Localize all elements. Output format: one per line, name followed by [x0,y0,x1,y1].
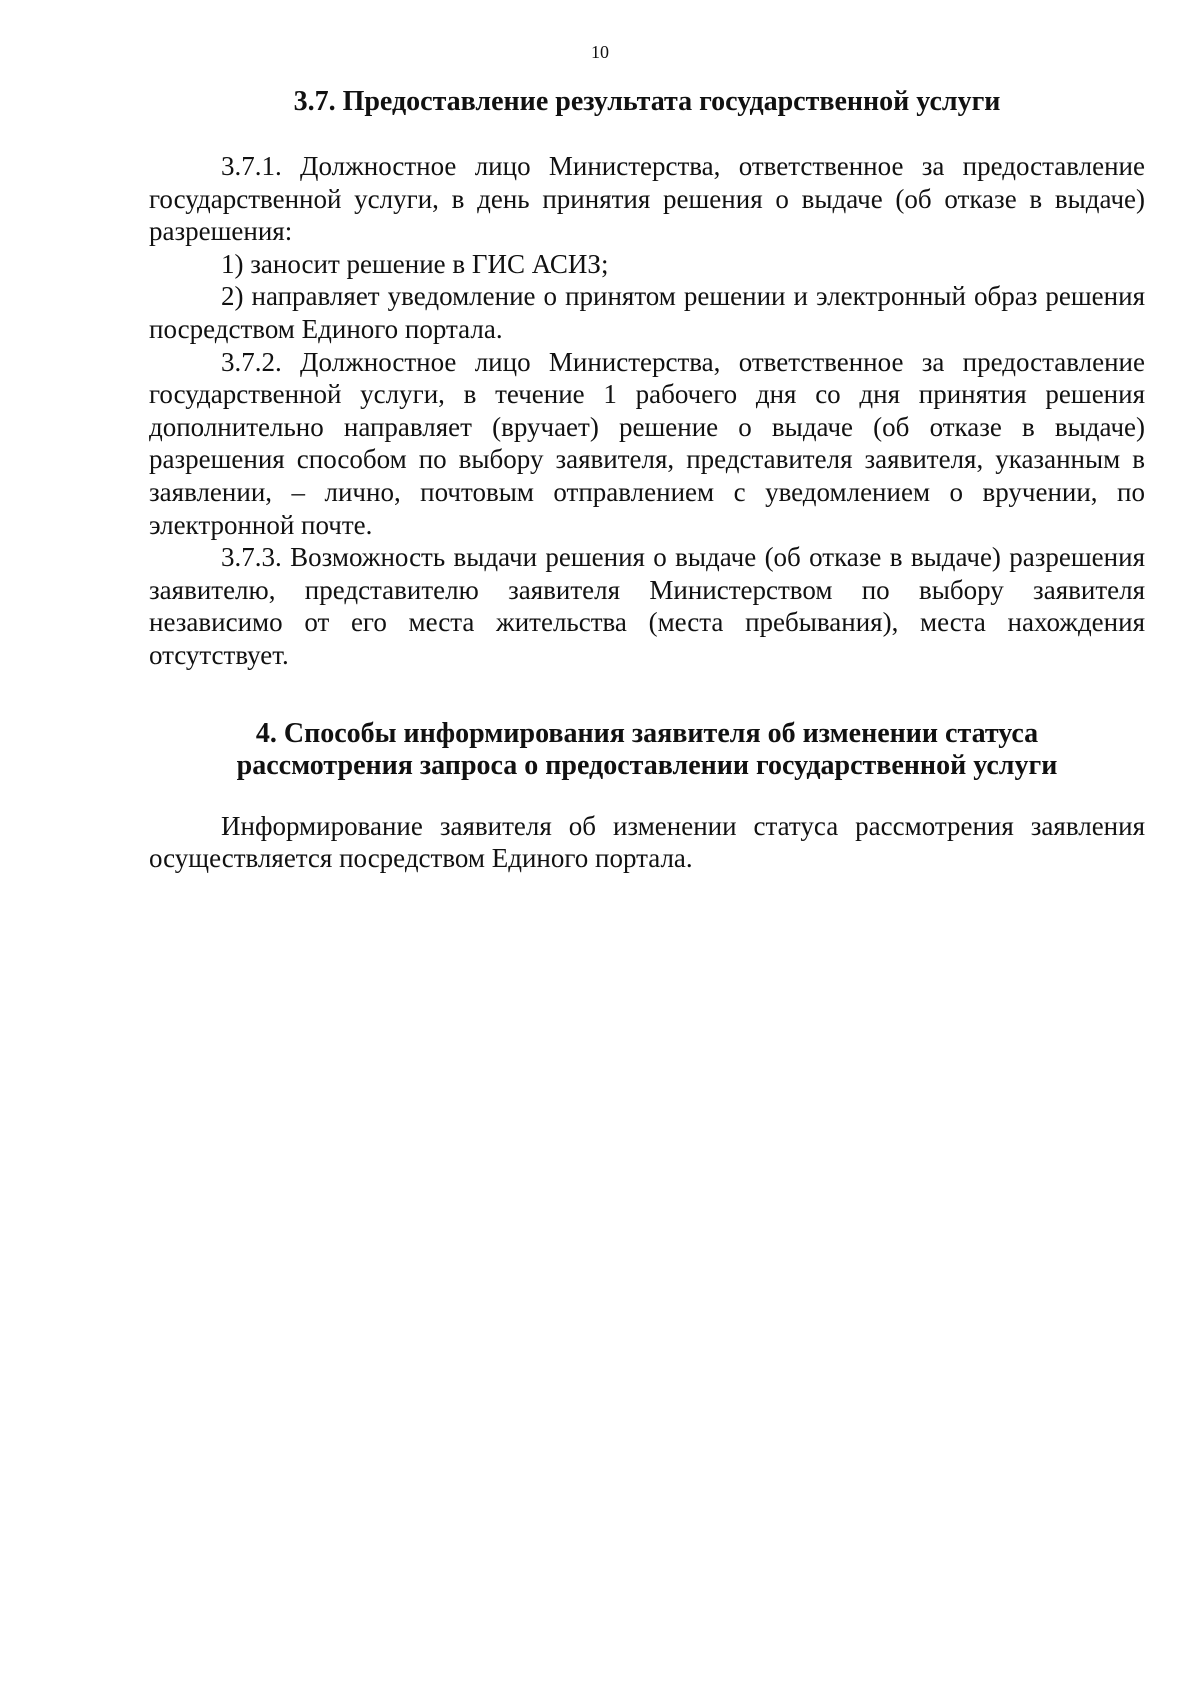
page-number: 10 [591,42,609,62]
page-content [149,86,1145,875]
section-4-heading [149,718,1145,782]
list-item-1: 1) заносит решение в ГИС АСИЗ; [221,248,609,279]
paragraph-section-4: Информирование заявителя об изменении статуса рассмотрения заявления осуществляется посредством Единого портала. [149,810,1145,874]
section-4-heading-line-2: рассмотрения запроса о предоставлении государственной услуги [236,749,1058,781]
list-item-2: 2) направляет уведомление о принятом решении и электронный образ решения посредством Единого портала. [149,281,1145,344]
paragraph-3-7-3: 3.7.3. Возможность выдачи решения о выдаче (об отказе в выдаче) разрешения заявителю, представителю заявителя Министерством по выбору заявителя независимо от его места жительства (места пребывания), места нахождения отсутствует. [149,542,1145,670]
paragraph-3-7-1: 3.7.1. Должностное лицо Министерства, ответственное за предоставление государственной услуги, в день принятия решения о выдаче (об отказе в выдаче) разрешения: [149,151,1145,247]
section-4-heading-line-1: 4. Способы информирования заявителя об изменении статуса [255,717,1039,749]
paragraph-3-7-2: 3.7.2. Должностное лицо Министерства, ответственное за предоставление государственной услуги, в течение 1 рабочего дня со дня принятия решения дополнительно направляет (вручает) решение о выдаче (об отказе в выдаче) разрешения способом по выбору заявителя, представителя заявителя, указанным в заявлении, – лично, почтовым отправлением с уведомлением о вручении, по электронной почте. [149,346,1145,540]
section-3-7-heading: 3.7. Предоставление результата государственной услуги [293,86,1001,117]
